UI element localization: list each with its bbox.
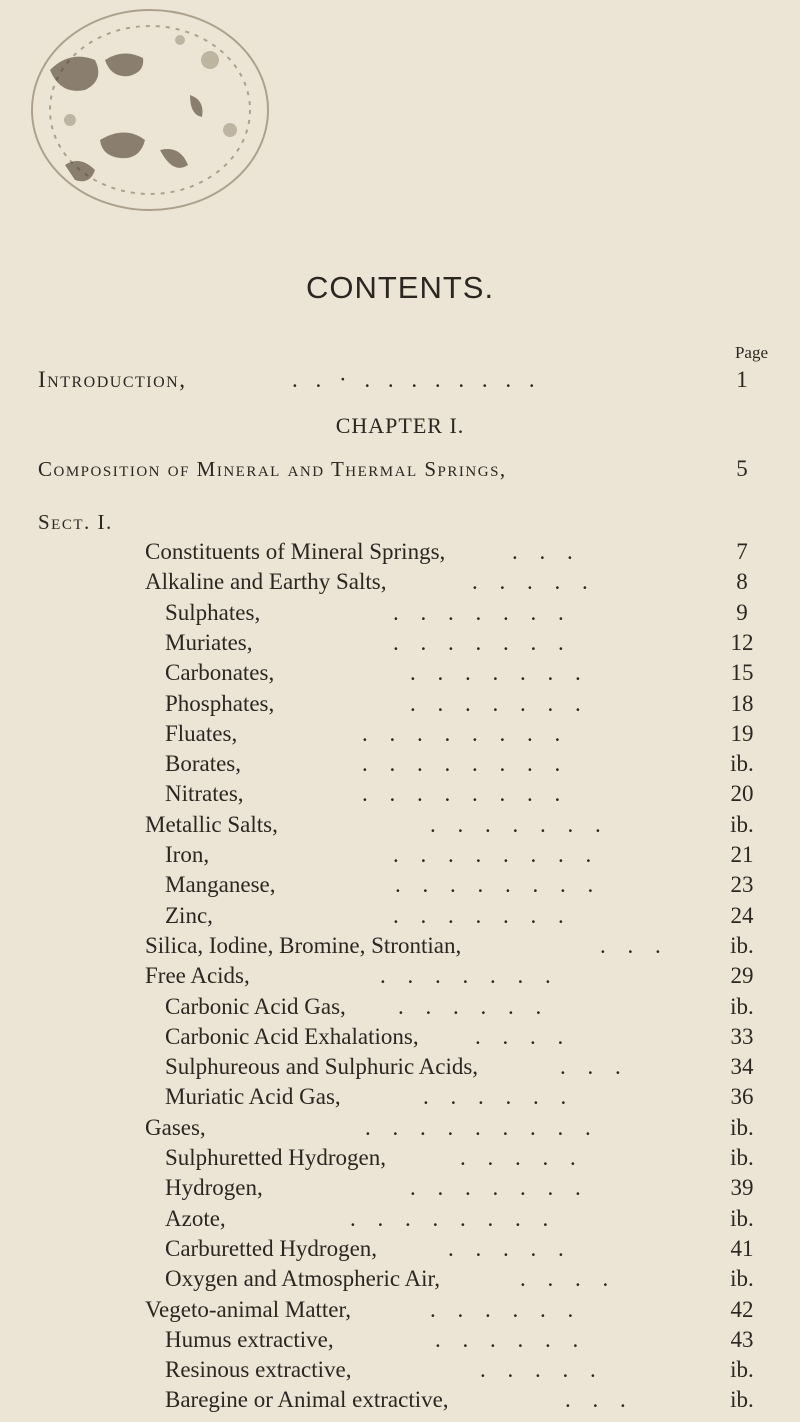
list-item — [0, 870, 800, 900]
list-item — [0, 1022, 800, 1052]
entry-page: 20 — [730, 781, 754, 807]
entry-dots: . . . . . . . . — [395, 872, 602, 898]
entry-dots: . . . . . — [480, 1357, 604, 1383]
list-item — [0, 1385, 800, 1415]
entry-title: Sulphates, — [165, 599, 261, 625]
intro-label: Introduction, — [38, 367, 187, 392]
list-item — [0, 537, 800, 567]
entry-title: Carbonic Acid Exhalations, — [165, 1023, 419, 1049]
list-item — [0, 598, 800, 628]
entry-dots: . . . . — [475, 1023, 572, 1049]
list-item — [0, 1143, 800, 1173]
entry-title: Muriates, — [165, 629, 253, 655]
entry-title: Silica, Iodine, Bromine, Strontian, — [145, 932, 462, 958]
entry-page: ib. — [730, 1387, 754, 1413]
entry-page: 15 — [730, 660, 754, 686]
entry-dots: . . . . . . . . . — [365, 1114, 599, 1140]
entry-page: ib. — [730, 1145, 754, 1170]
entry-dots: . . . — [600, 932, 669, 958]
list-item — [0, 749, 800, 779]
list-item — [0, 992, 800, 1022]
entry-title: Sulphuretted Hydrogen, — [165, 1145, 387, 1170]
entry-dots: . . . . . . . . — [350, 1205, 557, 1231]
list-item — [0, 719, 800, 749]
list-item — [0, 658, 800, 688]
entry-dots: . . . . . . . — [410, 660, 589, 686]
list-item — [0, 1082, 800, 1112]
entry-page: ib. — [730, 932, 754, 958]
list-item — [0, 1052, 800, 1082]
entry-title: Baregine or Animal extractive, — [165, 1387, 449, 1413]
entry-page: 18 — [730, 690, 754, 716]
page-title: CONTENTS. — [305, 270, 495, 305]
entry-page: 8 — [736, 569, 748, 595]
list-item — [0, 1325, 800, 1355]
entry-page: ib. — [730, 751, 754, 777]
entry-dots: . . . . . . . — [393, 902, 572, 928]
entry-page: 7 — [736, 539, 748, 564]
entry-page: 33 — [730, 1023, 754, 1049]
entry-title: Muriatic Acid Gas, — [165, 1084, 341, 1110]
entry-page: 34 — [730, 1054, 754, 1080]
entry-title: Hydrogen, — [165, 1175, 263, 1201]
list-item — [0, 1355, 800, 1385]
entry-page: 43 — [730, 1326, 754, 1352]
list-item — [0, 1264, 800, 1294]
entry-page: 19 — [730, 720, 754, 746]
entry-page: 42 — [730, 1296, 754, 1322]
entry-page: 12 — [730, 629, 754, 655]
entry-title: Vegeto-animal Matter, — [145, 1296, 352, 1322]
entry-title: Borates, — [165, 751, 242, 777]
entry-page: 23 — [730, 872, 754, 898]
entry-page: ib. — [730, 1114, 754, 1140]
list-item — [0, 810, 800, 840]
entry-title: Azote, — [165, 1205, 226, 1231]
entry-title: Nitrates, — [165, 781, 244, 807]
entry-title: Constituents of Mineral Springs, — [145, 539, 446, 564]
entry-dots: . . . . . . — [430, 1296, 582, 1322]
entry-page: 36 — [730, 1084, 754, 1110]
entry-page: ib. — [730, 993, 754, 1019]
entry-dots: . . . . — [520, 1266, 617, 1292]
list-item — [0, 961, 800, 991]
intro-row — [0, 365, 800, 395]
entry-title: Gases, — [145, 1114, 206, 1140]
entry-dots: . . . . . — [460, 1145, 584, 1170]
entry-page: ib. — [730, 1266, 754, 1292]
entry-dots: . . . . . . . — [410, 690, 589, 716]
list-item — [0, 779, 800, 809]
entry-dots: . . . . . . . — [380, 963, 559, 989]
list-item — [0, 1113, 800, 1143]
entry-dots: . . . . . . . — [393, 629, 572, 655]
section-label: Sect. I. — [38, 510, 113, 534]
entry-page: 9 — [736, 599, 748, 625]
list-item — [0, 1295, 800, 1325]
entry-title: Carbonates, — [165, 660, 275, 686]
entry-title: Alkaline and Earthy Salts, — [145, 569, 387, 595]
entry-dots: . . . . . . . . — [362, 720, 569, 746]
entry-title: Metallic Salts, — [145, 811, 278, 837]
entry-title: Manganese, — [165, 872, 276, 898]
entry-title: Oxygen and Atmospheric Air, — [165, 1266, 441, 1292]
entry-dots: . . . . . . — [398, 993, 550, 1019]
entry-dots: . . . — [512, 539, 581, 564]
entry-title: Free Acids, — [145, 963, 250, 989]
entry-title: Phosphates, — [165, 690, 275, 716]
page-column-label: Page — [734, 343, 768, 362]
entry-page: 24 — [730, 902, 754, 928]
list-item — [0, 1173, 800, 1203]
entry-page: ib. — [730, 1357, 754, 1383]
entry-page: 39 — [730, 1175, 754, 1201]
list-item — [0, 567, 800, 597]
chapter-heading: CHAPTER I. — [335, 413, 465, 438]
entry-page: 29 — [730, 963, 754, 989]
entry-title: Humus extractive, — [165, 1326, 334, 1352]
list-item — [0, 689, 800, 719]
entry-dots: . . . . . . . — [430, 811, 609, 837]
intro-dots: . . · . . . . . . . . — [292, 367, 541, 392]
entry-page: ib. — [730, 1205, 754, 1231]
entry-dots: . . . . . . . — [410, 1175, 589, 1201]
list-item — [0, 1234, 800, 1264]
entry-title: Fluates, — [165, 720, 238, 746]
chapter-title-page: 5 — [736, 456, 748, 481]
entry-dots: . . . — [565, 1387, 634, 1413]
list-item — [0, 840, 800, 870]
entry-dots: . . . . . . . — [393, 599, 572, 625]
intro-page: 1 — [736, 367, 748, 392]
entry-dots: . . . . . . . . — [362, 781, 569, 807]
entry-title: Iron, — [165, 842, 210, 867]
list-item — [0, 901, 800, 931]
entry-dots: . . . . . . — [435, 1326, 587, 1352]
entry-page: ib. — [730, 811, 754, 837]
entry-dots: . . . . . — [448, 1235, 572, 1261]
entry-title: Resinous extractive, — [165, 1357, 352, 1383]
entry-title: Carbonic Acid Gas, — [165, 993, 346, 1019]
entry-dots: . . . — [560, 1054, 629, 1080]
chapter-title-row — [0, 454, 800, 484]
section-row — [0, 507, 160, 537]
entry-page: 21 — [730, 842, 754, 867]
entry-dots: . . . . . . . . — [393, 842, 600, 867]
entry-page: 41 — [730, 1235, 754, 1261]
list-item — [0, 931, 800, 961]
entry-title: Carburetted Hydrogen, — [165, 1235, 378, 1261]
library-stamp-image — [10, 0, 280, 230]
entry-dots: . . . . . . — [423, 1084, 575, 1110]
entry-title: Zinc, — [165, 902, 213, 928]
entry-dots: . . . . . . . . — [362, 751, 569, 777]
entry-title: Sulphureous and Sulphuric Acids, — [165, 1054, 479, 1080]
list-item — [0, 1204, 800, 1234]
chapter-title: Composition of Mineral and Thermal Springs, — [38, 457, 507, 481]
list-item — [0, 628, 800, 658]
entry-dots: . . . . . — [472, 569, 596, 595]
